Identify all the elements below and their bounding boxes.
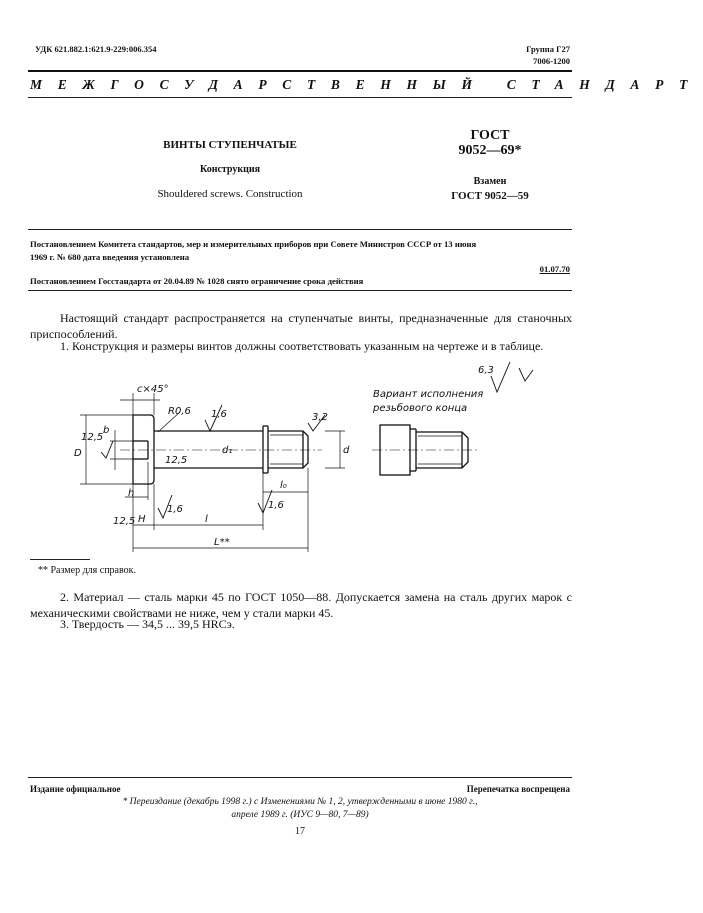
dim-H: H [138,514,146,525]
okp-code: 7006-1200 [533,56,570,66]
dim-125-slot: 12,5 [165,455,188,466]
udk-code: УДК 621.882.1:621.9-229:006.354 [35,44,157,54]
footer-official: Издание официальное [30,784,121,794]
dim-L: L** [214,537,230,548]
variant-label-2: резьбового конца [373,403,468,414]
decree-rule [28,290,572,291]
decree-line3: Постановлением Госстандарта от 20.04.89 № 1028 снято ограничение срока действия [30,276,364,286]
footer-reprint: Перепечатка воспрещена [466,784,570,794]
header-rule-top [28,70,572,72]
footnote: ** Размер для справок. [38,565,136,576]
roughness-32: 3,2 [312,412,328,423]
roughness-mark [506,383,507,384]
dim-b: b [103,425,110,436]
dim-125-head: 12,5 [81,432,104,443]
dim-D: D [74,448,82,459]
item-2: 2. Материал — сталь марки 45 по ГОСТ 1050—88. Допускается замена на сталь других марок с механическими свойствами не ниже, чем у стали марки 45. [30,590,572,620]
reissue-note-2: апреле 1989 г. (ИУС 9—80, 7—89) [231,810,369,820]
thread-outline [268,431,308,468]
screw-head-outline [133,415,154,484]
item-1: 1. Конструкция и размеры винтов должны соответствовать указанным на чертеже и в таблице. [60,339,544,353]
doc-subtitle: Конструкция [199,164,261,175]
gost-label: ГОСТ [470,128,510,143]
dim-l: l [205,514,208,525]
english-title: Shouldered screws. Construction [157,188,303,200]
radius-label: R0,6 [168,406,191,417]
replaces-label: Взамен [473,176,507,187]
chamfer-label: c×45° [137,384,169,395]
screw-drawing [0,355,598,570]
roughness-16-left: 1,6 [167,504,183,515]
replaces-value: ГОСТ 9052—59 [451,190,529,202]
group-code: Группа Г27 [526,44,570,54]
variant-label-1: Вариант исполнения [373,389,484,400]
footnote-rule [30,559,90,560]
footer-rule [28,777,572,778]
item-3: 3. Твердость — 34,5 ... 39,5 HRCэ. [60,617,235,631]
roughness-16-right: 1,6 [268,500,284,511]
intro-paragraph: Настоящий стандарт распространяется на ступенчатые винты, предназначенные для станочных приспособлений. [30,311,572,341]
title-rule [28,229,572,230]
gost-number: 9052—69* [458,143,522,158]
effective-date: 01.07.70 [539,264,570,274]
dim-125-bottom: 12,5 [113,516,136,527]
dim-l0: l₀ [280,480,287,491]
decree-line2: 1969 г. № 680 дата введения установлена [30,252,190,262]
doc-title: ВИНТЫ СТУПЕНЧАТЫЕ [163,139,297,151]
decree-line1: Постановлением Комитета стандартов, мер и измерительных приборов при Совете Министров СССР от 13 июня [30,239,477,249]
dim-d1: d₁ [222,445,233,456]
roughness-general: 6,3 [478,365,494,376]
dim-d: d [343,445,350,456]
page-number: 17 [295,826,305,837]
dim-h: h [128,488,135,499]
header-rule-bottom [28,97,572,98]
reissue-note-1: * Переиздание (декабрь 1998 г.) с Изменениями № 1, 2, утвержденными в июне 1980 г., [122,797,478,807]
standard-banner: МЕЖГОСУДАРСТВЕННЫЙ СТАНДАРТ [30,77,703,92]
roughness-16-top: 1,6 [211,409,227,420]
